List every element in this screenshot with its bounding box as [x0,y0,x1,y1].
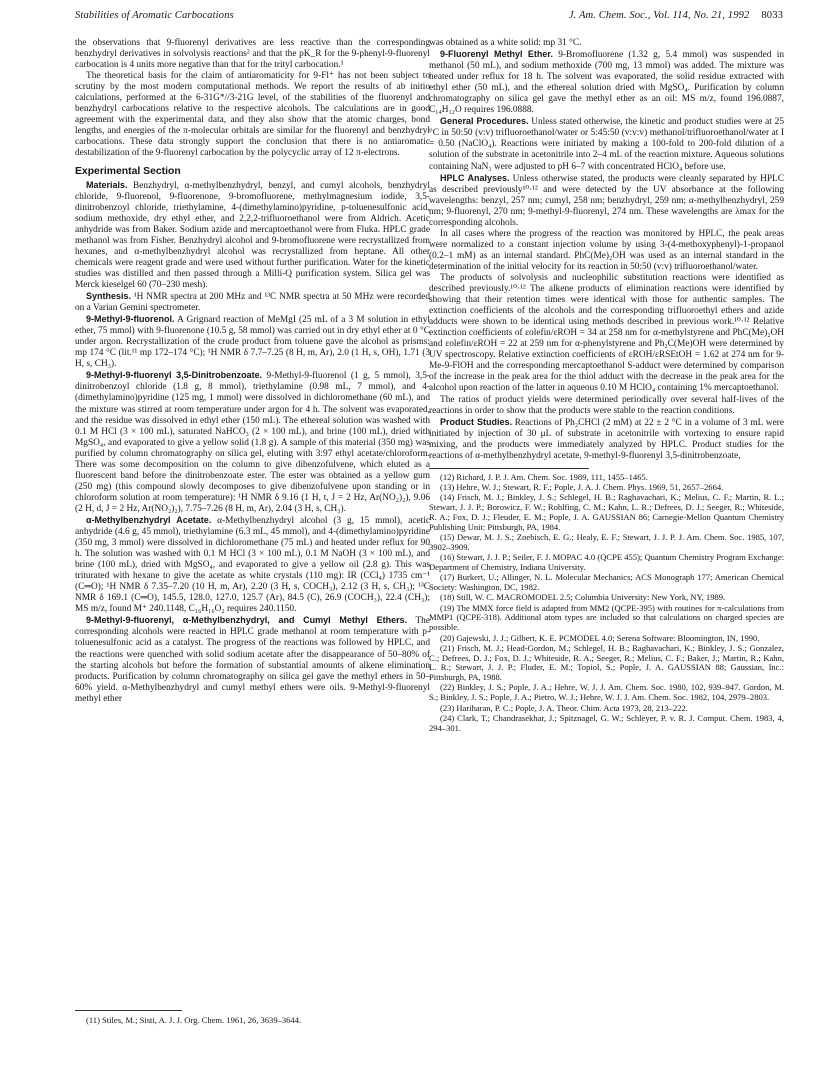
run-in-heading: 9-Methyl-9-fluorenyl, α-Methylbenzhydryl, and Cumyl Methyl Ethers. [86,615,408,626]
footnote: (11) Stiles, M.; Sisti, A. J. J. Org. Chem. 1961, 26, 3639–3644. [86,1015,302,1025]
section-title: Experimental Section [75,165,181,177]
reference: (21) Frisch, M. J.; Head-Gordon, M.; Schlegel, H. B.; Raghavachari, K.; Binkley, J. S.; Gonzalez, C.; Defrees, D. J.; Fox, D. J.; Whiteside, R. A.; Seeger, R.; Melius, C. F.; Baker, J.; Martin, R.; Kahn, L. R.; Stewart, J. J. P.; Fluder, E. M.; Topiol, S.; Pople, J. A. GAUSSIAN 88; Gaussian, Inc.: Pittsburgh, PA, 1988. [429,642,784,683]
paragraph-text: α-Methylbenzhydryl alcohol (3 g, 15 mmol), acetic anhydride (4.6 g, 45 mmol), triethylamine (6.3 mL, 45 mmol), and 4-(dimethylamino)pyridine (350 mg, 3 mmol) were dissolved in dichloromethane (75 mL) and heated under reflux for 90 h. The solution was washed with 0.1 M HCl (3 × 100 mL), 0.1 M NaOH (3 × 100 mL), and brine (100 mL), dried with MgSO₄, and evaporated to give a yellow oil (2.8 g). This was triturated with hexane to give the acetate as white crystals (110 mg): IR (CCl₄) 1735 cm⁻¹ (C═O); ¹H NMR δ 7.35–7.20 (10 H, m, Ar), 2.20 (3 H, s, COCH₃), 2.12 (3 H, s, CH₃); ¹³C NMR δ 169.1 (C═O), 145.5, 128.0, 127.0, 125.7 (Ar), 84.5 (C), 26.9 (COCH₃), 22.4 (CH₃); MS m/z, found M⁺ 240.1148, C₁₆H₁₆O₂ requires 240.1150. [75,515,430,615]
paragraph-dinitrobenzoate [75,370,430,515]
paragraph-text: ¹H NMR spectra at 200 MHz and ¹³C NMR spectra at 50 MHz were recorded on a Varian Gemini spectrometer. [75,292,431,314]
paragraph-text: 9-Bromofluorene (1.32 g, 5.4 mmol) was suspended in methanol (50 mL), and sodium methoxide (700 mg, 13 mmol) was added. The mixture was heated under reflux for 18 h. The solvent was evaporated, the solid residue extracted with ethyl ether (50 mL), and the ethereal solution dried with MgSO₄. Purification by column chromatography on silica gel gave the methyl ether as an oil: MS m/z, found 196.0887, C₁₄H₁₂O requires 196.0888. [429,50,784,116]
paragraph-materials [75,180,430,291]
paragraph: the observations that 9-fluorenyl derivatives are less reactive than the corresponding benzhydryl derivatives in solvolysis reactions² and that the pK_R for the 9-phenyl-9-fluorenyl carbocation is 4 units more negative than that for the trityl carbocation.¹ [75,38,430,71]
page-number: 8033 [761,10,783,21]
paragraph-acetate [75,515,430,615]
run-in-heading: 9-Methyl-9-fluorenyl 3,5-Dinitrobenzoate. [86,370,263,381]
journal-citation: J. Am. Chem. Soc., Vol. 114, No. 21, 1992 [568,10,750,21]
run-in-heading: HPLC Analyses. [440,172,510,183]
references-list [429,473,784,734]
paragraph-text: Unless otherwise stated, the products were cleanly separated by HPLC as described previously¹⁰·¹² and were detected by the UV absorbance at the following wavelengths: benzyl, 257 nm; cumyl, 258 nm; benzhydryl, 259 nm; α-methylbenzhydryl, 259 nm; 9-fluorenyl, 270 nm; 9-methyl-9-fluorenyl, 274 nm. These wavelengths are λmax for the corresponding alcohols. [429,173,784,228]
run-in-heading: Materials. [86,179,128,190]
left-footnote-area [75,1010,430,1025]
reference: (16) Stewart, J. J. P.; Seiler, F. J. MOPAC 4.0 (QCPE 455); Quantum Chemistry Program Exchange: Department of Chemistry, Indiana University. [429,552,784,572]
paragraph: The products of solvolysis and nucleophilic substitution reactions were identified as described previously.¹⁰·¹² The alkene products of elimination reactions were identified by showing that their retention times were identical with those for authentic samples. The extinction coefficients of the alcohols and the corresponding trifluoroethyl ethers and azide adducts were shown to be identical using methods described in previous work.¹⁰·¹² Relative extinction coefficients of εolefin/εROH = 34 at 258 nm for α-methylstyrene and PhC(Me)₂OH and εolefin/εROH = 22 at 259 nm for α-phenylstyrene and Ph₂C(Me)OH were determined by UV spectroscopy. Relative extinction coefficients of εROH/εRSEtOH = 1.62 at 274 nm for 9-Me-9-FlOH and the corresponding mercaptoethanol S-adduct were determined by comparison of the increase in the peak area for the thiol adduct with the decrease in the peak area for the alcohol upon reaction of the latter in aqueous 0.10 M HClO₄ containing 1% mercaptoethanol. [429,272,784,394]
left-column [75,38,430,705]
paragraph: was obtained as a white solid: mp 31 °C. [429,38,582,48]
paragraph-text: A Grignard reaction of MeMgI (25 mL of a 3 M solution in ethyl ether, 75 mmol) with 9-fluorenone (10.5 g, 58 mmol) was carried out in dry ethyl ether at 0 °C under argon. Recrystallization of the crude product from toluene gave the alcohol as prisms: mp 174 °C (lit.¹¹ mp 172–174 °C); ¹H NMR δ 7.7–7.25 (8 H, m, Ar), 2.0 (1 H, s, OH), 1.71 (3 H, s, CH₃). [75,315,430,370]
reference: (14) Frisch, M. J.; Binkley, J. S.; Schlegel, H. B.; Raghavachari, K.; Melius, C. F.; Martin, R. L.; Stewart, J. J. P.; Borowicz, F. W.; Rohlfing, C. M.; Kahn, L. R.; Defrees, D. J.; Seeger, R.; Whiteside, R. A.; Fox, D. J.; Fleuder, E. M.; Pople, J. A. GAUSSIAN 86; Carnegie-Mellon Quantum Chemistry Publishing Unit: Pittsburgh, PA, 1984. [429,492,784,532]
run-in-heading: 9-Methyl-9-fluorenol. [86,314,175,325]
reference: (23) Hariharan, P. C.; Pople, J. A. Theor. Chim. Acta 1973, 28, 213–222. [440,702,688,713]
paragraph-text: 9-Methyl-9-fluorenol (1 g, 5 mmol), 3,5-dinitrobenzoyl chloride (1.8 g, 8 mmol), triethylamine (0.98 mL, 7 mmol), and 4-(dimethylamino)pyridine (125 mg, 1 mmol) were dissolved in dichloromethane (60 mL), and the mixture was stirred at room temperature under argon for 4 h. The solvent was evaporated, and the residue was dissolved in ethyl ether (150 mL). The ethereal solution was washed with 0.1 M HCl (3 × 100 mL), saturated NaHCO₃ (2 × 100 mL), and brine (100 mL), dried with MgSO₄, and evaporated to give a yellow solid (1.8 g). A sample of this material (350 mg) was purified by column chromatography on silica gel, eluting with 3:97 ethyl acetate/chloroform. There was some decomposition on the column to give dibenzofulvene, which eluted as a fluorescent band before the dinitrobenzoate ester. The ester was obtained as a yellow gum (250 mg) (this compound slowly decomposes to give dibenzofulvene upon standing or in chloroform solution at room temperature): ¹H NMR δ 9.16 (1 H, t, J = 2 Hz, Ar(NO₂)₂), 9.06 (2 H, d, J = 2 Hz, Ar(NO₂)₂), 7.75–7.26 (8 H, m, Ar), 2.04 (3 H, s, CH₃). [75,371,430,514]
paragraph-hplc [429,173,784,229]
paragraph-text: Benzhydryl, α-methylbenzhydryl, benzyl, and cumyl alcohols, benzhydryl chloride, 9-fluorenol, 9-fluorenone, 9-bromofluorene, methylmagnesium iodide, 3,5-dinitrobenzoyl chloride, triethylamine, 4-(dimethylamino)pyridine, p-toluenesulfonic acid, sodium methoxide, dry ethyl ether, and 2,2,2-trifluoroethanol were from Aldrich. Acetic anhydride was from Baker. Sodium azide and mercaptoethanol were from Fluka. HPLC grade methanol was from Fisher. Benzhydryl alcohol and 9-bromofluorene were recrystallized from hexanes, and α-methylbenzhydryl alcohol was recrystallized from heptane. All other chemicals were reagent grade and were used without further purification. Water for the kinetic studies was distilled and then passed through a Milli-Q purification system. Silica gel was Merck kieselgel 60 (70–230 mesh). [75,180,430,290]
reference: (19) The MMX force field is adapted from MM2 (QCPE-395) with routines for π-calculations from MMP1 (QCPE-318). Additional atom types are included so that calculations on charged species are possible. [429,602,784,633]
paragraph-methyl-ethers [75,615,430,704]
run-in-heading: General Procedures. [440,116,529,127]
paragraph-text: Reactions of Ph₂CHCl (2 mM) at 22 ± 2 °C in a volume of 3 mL were initiated by injection of 30 μL of substrate in acetonitrile with vortexing to ensure rapid mixing, and the products were immediately analyzed by HPLC. Product studies for the reactions of α-methylbenzhydryl acetate, 9-methyl-9-fluorenyl 3,5-dinitrobenzoate, [429,417,784,461]
running-head-journal [569,10,783,21]
run-in-heading: Synthesis. [86,291,132,302]
run-in-heading: α-Methylbenzhydryl Acetate. [86,514,212,525]
reference: (18) Still, W. C. MACROMODEL 2.5; Columbia University: New York, NY, 1989. [440,592,726,603]
references-rule [429,468,589,469]
reference: (20) Gajewski, J. J.; Gilbert, K. E. PCMODEL 4.0; Serena Software: Bloomington, IN, 1990. [440,632,760,643]
paragraph-text: Unless stated otherwise, the kinetic and product studies were at 25 °C in 50:50 (v:v) trifluoroethanol/water or 5:45:50 (v:v:v) methanol/trifluoroethanol/water at I = 0.50 (NaClO₄). Reactions were initiated by making a 100-fold to 200-fold dilution of a solution of the substrate in acetonitrile into 2–4 mL of the reaction mixture. Aqueous solutions containing NaN₃ were adjusted to pH 6–7 with concentrated HClO₄ before use. [429,117,784,172]
run-in-heading: Product Studies. [440,416,512,427]
running-head-title: Stabilities of Aromatic Carbocations [75,10,234,21]
reference: (24) Clark, T.; Chandrasekhar, J.; Spitznagel, G. W.; Schleyer, P. v. R. J. Comput. Chem. 1983, 4, 294–301. [429,712,784,733]
paragraph: The theoretical basis for the claim of antiaromaticity for 9-Fl⁺ has not been subject to scrutiny by the most modern computational methods. We report the results of ab initio calculations, performed at the 6-31G*//3-21G level, of the stabilities of the fluorenyl and benzhydryl carbocations relative to the respective alcohols. The calculations are in good agreement with the experimental data, and they also show that the atomic charges, bond lengths, and energies of the π-molecular orbitals are similar for the fluorenyl and benzhydryl carbocations. These data strongly support the conclusion that there is no antiaromatic destabilization of the 9-fluorenyl carbocation by the polycyclic array of 12 π-electrons. [75,71,430,159]
reference: (15) Dewar, M. J. S.; Zoebisch, E. G.; Healy, E. F.; Stewart, J. J. P. J. Am. Chem. Soc. 1985, 107, 3902–3909. [429,532,784,552]
right-column [429,38,784,734]
footnote-rule [75,1010,182,1011]
paragraph-fluorenyl-ether [429,49,784,116]
paragraph-product-studies [429,417,784,462]
paragraph-text: The corresponding alcohols were reacted in HPLC grade methanol at room temperature with p-toluenesulfonic acid as a catalyst. The progress of the reactions was followed by HPLC, and the reactions were quenched with solid sodium acetate after the disappearance of 50–80% of the starting alcohols but before the formation of substantial amounts of alkene elimination products. Purification by column chromatography on silica gel gave the methyl ethers in 50–60% yield. α-Methylbenzhydryl and cumyl methyl ethers were oils. 9-Methyl-9-fluorenyl methyl ether [75,616,430,704]
reference: (12) Richard, J. P. J. Am. Chem. Soc. 1989, 111, 1455–1465. [440,471,648,482]
paragraph-synthesis [75,291,430,314]
running-head [75,10,783,26]
reference: (22) Binkley, J. S.; Pople, J. A.; Hehre, W. J. J. Am. Chem. Soc. 1980, 102, 939–947. Gordon, M. S.; Binkley, J. S.; Pople, J. A.; Pietro, W. J.; Hehre, W. J. J. Am. Chem. Soc. 1982, 104, 2979–2803. [429,682,784,703]
reference: (13) Hehre, W. J.; Stewart, R. F.; Pople, J. A. J. Chem. Phys. 1969, 51, 2657–2664. [440,482,724,493]
reference: (17) Burkert, U.; Allinger, N. L. Molecular Mechanics; ACS Monograph 177; American Chemical Society: Washington, DC, 1982. [429,572,784,592]
paragraph: In all cases where the progress of the reaction was monitored by HPLC, the peak areas were normalized to a constant injection volume by using 3-(4-methoxyphenyl)-1-propanol (0.2–1 mM) as an internal standard. PhC(Me)₂OH was used as an internal standard in the determination of the initial velocity for its reaction in 50:50 (v:v) trifluoroethanol/water. [429,228,784,272]
paragraph: The ratios of product yields were determined periodically over several half-lives of the reactions in order to show that the products were stable to the reaction conditions. [429,394,784,416]
paragraph-fluorenol [75,314,430,370]
paragraph-general [429,116,784,172]
run-in-heading: 9-Fluorenyl Methyl Ether. [440,49,553,60]
